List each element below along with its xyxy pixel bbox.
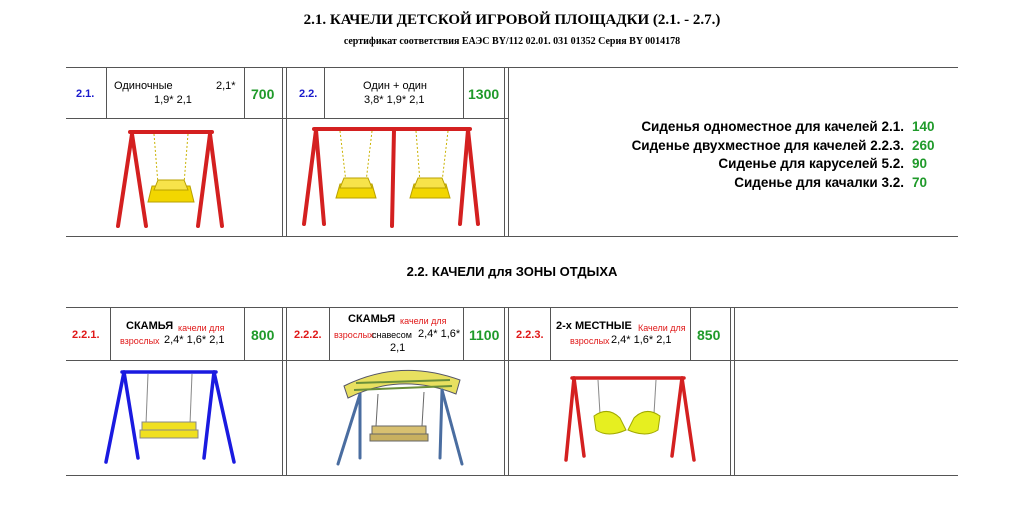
certificate-line: сертификат соответствия ЕАЭС BY/112 02.01. 031 01352 Серия BY 0014178 bbox=[343, 36, 681, 47]
item-name: СКАМЬЯ bbox=[126, 320, 174, 332]
seat-row bbox=[632, 118, 946, 137]
item-size: 1,9* 2,1 bbox=[154, 94, 192, 106]
canopy-bench-swing-icon bbox=[330, 364, 470, 468]
seats-price-list bbox=[632, 118, 946, 192]
col-line bbox=[463, 67, 464, 118]
item-price: 850 bbox=[697, 327, 721, 343]
item-note: качели для bbox=[400, 316, 447, 326]
item-name: Один + один bbox=[363, 80, 428, 92]
seat-row bbox=[632, 155, 946, 174]
section-title: 2.2. КАЧЕЛИ для ЗОНЫ ОТДЫХА bbox=[406, 264, 618, 279]
item-size: 2,4* 1,6* bbox=[418, 328, 461, 340]
col-line bbox=[244, 307, 245, 360]
item-price: 1300 bbox=[468, 86, 500, 102]
table-bottom-border bbox=[66, 236, 958, 237]
seat-price: 70 bbox=[912, 174, 928, 190]
item-price: 800 bbox=[251, 327, 275, 343]
col-line bbox=[282, 307, 283, 475]
col-line bbox=[730, 307, 731, 475]
item-name: 2-х МЕСТНЫЕ bbox=[556, 320, 632, 332]
item-note2: взрослых bbox=[570, 336, 610, 346]
col-line bbox=[110, 307, 111, 360]
item-size: 2,4* 1,6* 2,1 bbox=[611, 334, 672, 346]
item-name: Одиночные bbox=[114, 80, 173, 92]
table-row-divider bbox=[66, 118, 508, 119]
col-line bbox=[286, 307, 287, 475]
seat-price: 90 bbox=[912, 156, 928, 171]
seat-row bbox=[632, 137, 946, 156]
item-size-cont: 2,1 bbox=[390, 342, 406, 354]
item-price: 700 bbox=[251, 86, 275, 102]
col-line bbox=[329, 307, 330, 360]
col-line bbox=[734, 307, 735, 475]
bench-swing-icon bbox=[100, 366, 240, 466]
table-top-border bbox=[66, 67, 958, 68]
table-bottom-border bbox=[66, 475, 958, 476]
item-name: СКАМЬЯ bbox=[348, 313, 396, 325]
col-line bbox=[244, 67, 245, 118]
seat-row bbox=[632, 174, 946, 193]
item-extra: снавесом bbox=[372, 330, 412, 340]
col-line bbox=[463, 307, 464, 360]
item-note2: взрослых bbox=[120, 336, 160, 346]
seat-price: 140 bbox=[912, 119, 935, 134]
seat-label: Сиденья одноместное для качелей 2.1. bbox=[641, 119, 904, 134]
two-seat-swing-icon bbox=[560, 372, 700, 464]
col-line bbox=[106, 67, 107, 118]
item-code: 2.2. bbox=[299, 88, 318, 100]
col-line bbox=[508, 67, 509, 236]
item-note: качели для bbox=[178, 323, 225, 333]
seat-label: Сиденье двухместное для качелей 2.2.3. bbox=[631, 137, 904, 153]
table-row-divider bbox=[66, 360, 958, 361]
single-swing-icon bbox=[110, 124, 230, 232]
double-swing-icon bbox=[296, 122, 486, 234]
col-line bbox=[508, 307, 509, 475]
seat-label: Сиденье для качалки 3.2. bbox=[734, 174, 904, 190]
col-line bbox=[690, 307, 691, 360]
item-code: 2.2.2. bbox=[294, 329, 322, 341]
item-code: 2.1. bbox=[76, 88, 95, 100]
seat-price: 260 bbox=[912, 137, 935, 153]
col-line bbox=[282, 67, 283, 236]
item-size: 3,8* 1,9* 2,1 bbox=[364, 94, 425, 106]
item-code: 2.2.3. bbox=[516, 329, 544, 341]
item-size-top: 2,1* bbox=[216, 80, 236, 92]
item-note: Качели для bbox=[638, 323, 686, 333]
item-price: 1100 bbox=[469, 327, 500, 343]
item-size: 2,4* 1,6* 2,1 bbox=[164, 334, 225, 346]
col-line bbox=[286, 67, 287, 236]
item-code: 2.2.1. bbox=[72, 329, 100, 341]
col-line bbox=[504, 67, 505, 236]
table-top-border bbox=[66, 307, 958, 308]
item-note2: взрослых bbox=[334, 330, 374, 340]
seat-label: Сиденье для каруселей 5.2. bbox=[718, 156, 904, 171]
col-line bbox=[550, 307, 551, 360]
col-line bbox=[504, 307, 505, 475]
page-title: 2.1. КАЧЕЛИ ДЕТСКОЙ ИГРОВОЙ ПЛОЩАДКИ (2.1. - 2.7.) bbox=[303, 12, 721, 28]
col-line bbox=[324, 67, 325, 118]
